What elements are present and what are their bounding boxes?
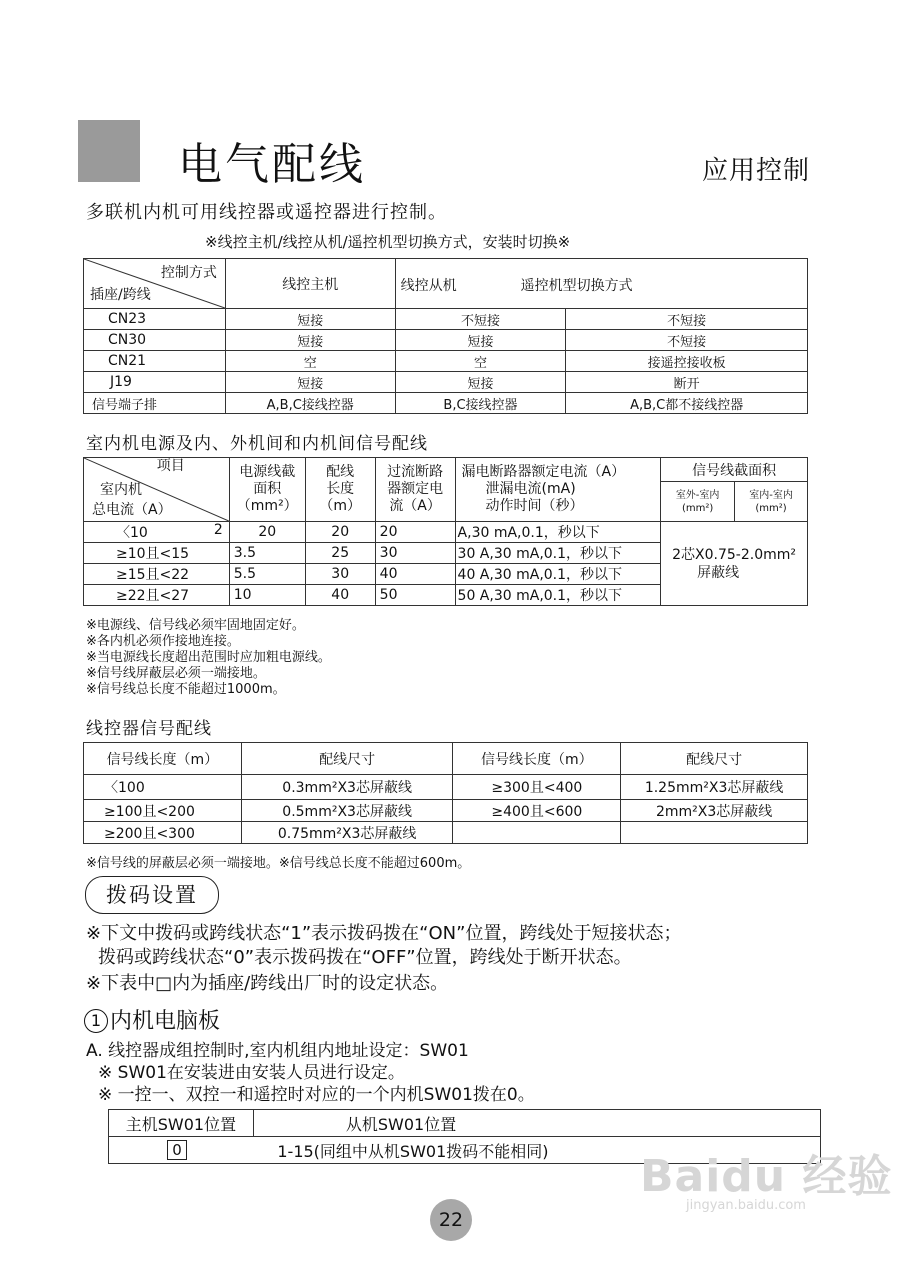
dip-paragraph: 拨码或跨线状态“0”表示拨码拨在“OFF”位置，跨线处于断开状态。 <box>98 947 632 968</box>
table-cell: 30 <box>375 543 455 564</box>
header-line: 泄漏电流(mA) <box>485 481 576 497</box>
col-header-breaker <box>375 458 455 522</box>
range-cell <box>84 522 230 543</box>
board-line: A. 线控器成组控制时,室内机组内地址设定：SW01 <box>86 1041 469 1061</box>
header-line: (mm²) <box>755 502 787 514</box>
table-cell: 3.5 <box>229 543 305 564</box>
row-label: 信号端子排 <box>84 393 226 414</box>
power-table <box>83 457 808 606</box>
table-cell: 短接 <box>225 330 395 351</box>
table-row <box>84 309 808 330</box>
switch-notice: ※线控主机/线控从机/遥控机型切换方式，安装时切换※ <box>205 233 571 251</box>
table-cell: 50 <box>375 585 455 606</box>
table-cell: 不短接 <box>566 309 808 330</box>
col-header-signal-out <box>661 482 735 522</box>
table-cell: 10 <box>229 585 305 606</box>
col-header-signal-in <box>735 482 808 522</box>
table-cell: 不短接 <box>395 309 566 330</box>
table-row <box>84 522 808 543</box>
row-label: CN30 <box>84 330 226 351</box>
page-number: 22 <box>430 1199 472 1241</box>
table-cell: B,C接线控器 <box>395 393 566 414</box>
dip-paragraph: ※下表中□内为插座/跨线出厂时的设定状态。 <box>86 973 449 994</box>
table-row <box>84 372 808 393</box>
control-table-corner <box>84 259 226 309</box>
col-header: 配线尺寸 <box>621 743 808 775</box>
dip-description <box>86 922 681 996</box>
header-line: (mm²) <box>681 502 714 514</box>
header-line: 长度 <box>326 481 355 497</box>
dip-settings-heading: 拨码设置 <box>85 876 219 914</box>
table-cell: 50 A,30 mA,0.1，秒以下 <box>455 585 661 606</box>
note-line: ※信号线总长度不能超过1000m。 <box>86 682 286 697</box>
table-cell: 短接 <box>225 309 395 330</box>
table-row <box>84 351 808 372</box>
wired-section-title: 线控器信号配线 <box>86 719 212 739</box>
col-header-power <box>229 458 305 522</box>
power-notes <box>86 618 331 698</box>
range-text: 〈10 <box>116 525 148 541</box>
wired-table <box>83 742 808 844</box>
col-header-length <box>305 458 375 522</box>
note-line: ※当电源线长度超出范围时应加粗电源线。 <box>86 650 331 665</box>
board-line: ※ SW01在安装进由安装人员进行设定。 <box>98 1063 405 1083</box>
note-line: ※各内机必须作接地连接。 <box>86 634 240 649</box>
corner-bottom-label: 室内机 <box>100 481 142 498</box>
corner-top-label: 控制方式 <box>160 264 217 281</box>
table-cell: 40 A,30 mA,0.1，秒以下 <box>455 564 661 585</box>
table-cell: 短接 <box>395 372 566 393</box>
table-row <box>84 393 808 414</box>
page-title: 电气配线 <box>178 139 366 190</box>
slave-value: 1-15(同组中从机SW01拨码不能相同) <box>253 1137 820 1164</box>
power-table-corner <box>84 458 230 522</box>
row-label: CN21 <box>84 351 226 372</box>
col-header-signal: 信号线截面积 <box>661 458 808 482</box>
table-cell: 20 <box>305 522 375 543</box>
table-cell: 5.5 <box>229 564 305 585</box>
table-cell: 40 <box>305 585 375 606</box>
table-cell: 空 <box>225 351 395 372</box>
master-value-box: 0 <box>167 1140 187 1160</box>
col-header: 配线尺寸 <box>241 743 453 775</box>
header-line: 流（A） <box>389 498 441 514</box>
table-cell: A,B,C接线控器 <box>225 393 395 414</box>
table-cell: 0.5mm²X3芯屏蔽线 <box>241 800 453 822</box>
table-row <box>84 822 808 844</box>
header-line: 动作时间（秒） <box>485 498 584 514</box>
header-line: 电源线截 <box>239 464 296 480</box>
table-cell: 0.75mm²X3芯屏蔽线 <box>241 822 453 844</box>
table-row <box>84 330 808 351</box>
header-line: 室外-室内 <box>675 489 720 501</box>
header-line: 室内-室内 <box>749 489 793 501</box>
table-cell: ≥100且<200 <box>84 800 242 822</box>
col-header: 线控从机 <box>400 278 457 294</box>
header-line: 过流断路 <box>387 464 444 480</box>
header-square <box>78 120 140 182</box>
range-cell: ≥22且<27 <box>84 585 230 606</box>
table-cell: 短接 <box>225 372 395 393</box>
col-header: 信号线长度（m） <box>453 743 621 775</box>
table-cell <box>621 822 808 844</box>
table-cell: 不短接 <box>566 330 808 351</box>
row-label: J19 <box>84 372 226 393</box>
range-extra: 2 <box>213 522 223 538</box>
note-line: ※信号线屏蔽层必须一端接地。 <box>86 666 266 681</box>
header-line: （m） <box>319 498 362 514</box>
col-header: 信号线长度（m） <box>84 743 242 775</box>
watermark-logo: Baidu 经验 <box>640 1151 893 1202</box>
table-cell: 断开 <box>566 372 808 393</box>
col-header: 遥控机型切换方式 <box>520 278 633 294</box>
master-cell <box>109 1137 254 1164</box>
table-cell: 20 <box>375 522 455 543</box>
range-cell: ≥15且<22 <box>84 564 230 585</box>
wired-note: ※信号线的屏蔽层必须一端接地。※信号线总长度不能超过600m。 <box>86 856 471 871</box>
header-line: 漏电断路器额定电流（A） <box>461 464 626 480</box>
table-cell: ≥200且<300 <box>84 822 242 844</box>
table-header-row <box>84 743 808 775</box>
corner-bottom-label: 插座/跨线 <box>90 286 151 303</box>
header-line: 面积 <box>253 481 282 497</box>
intro-text: 多联机内机可用线控器或遥控器进行控制。 <box>86 202 447 223</box>
table-cell: A,B,C都不接线控器 <box>566 393 808 414</box>
table-cell: 空 <box>395 351 566 372</box>
watermark <box>640 1140 892 1213</box>
circled-number: 1 <box>84 1009 108 1033</box>
corner-top-label: 项目 <box>156 457 185 474</box>
header-line: （mm²） <box>236 498 298 514</box>
col-header: 线控主机 <box>225 259 395 309</box>
table-cell <box>453 822 621 844</box>
table-cell: 30 A,30 mA,0.1，秒以下 <box>455 543 661 564</box>
table-cell: A,30 mA,0.1，秒以下 <box>455 522 661 543</box>
table-cell: 25 <box>305 543 375 564</box>
signal-spec-line: 屏蔽线 <box>697 564 740 581</box>
signal-spec-line: 2芯X0.75-2.0mm² <box>672 546 797 563</box>
table-cell: ≥300且<400 <box>453 775 621 800</box>
table-cell: 0.3mm²X3芯屏蔽线 <box>241 775 453 800</box>
board-title: 内机电脑板 <box>110 1009 221 1034</box>
header-line: 器额定电 <box>387 481 444 497</box>
watermark-url: jingyan.baidu.com <box>686 1198 806 1213</box>
row-label: CN23 <box>84 309 226 330</box>
col-header-group <box>395 259 807 309</box>
board-line: ※ 一控一、双控一和遥控时对应的一个内机SW01拨在0。 <box>98 1085 535 1105</box>
table-cell: ≥400且<600 <box>453 800 621 822</box>
col-header: 主机SW01位置 <box>109 1110 254 1137</box>
signal-spec-cell <box>661 522 808 606</box>
table-cell: 30 <box>305 564 375 585</box>
table-cell: 接遥控接收板 <box>566 351 808 372</box>
control-table <box>83 258 808 414</box>
dip-paragraph: ※下文中拨码或跨线状态“1”表示拨码拨在“ON”位置，跨线处于短接状态； <box>86 923 682 944</box>
table-cell: 〈100 <box>84 775 242 800</box>
table-cell: 2mm²X3芯屏蔽线 <box>621 800 808 822</box>
board-heading <box>84 1004 220 1035</box>
table-cell: 1.25mm²X3芯屏蔽线 <box>621 775 808 800</box>
power-section-title: 室内机电源及内、外机间和内机间信号配线 <box>86 434 428 454</box>
header-line: 配线 <box>326 464 355 480</box>
table-cell: 40 <box>375 564 455 585</box>
board-lines <box>86 1040 535 1106</box>
table-cell: 20 <box>229 522 305 543</box>
col-header-leakage <box>455 458 661 522</box>
corner-bottom-label: 总电流（A） <box>92 501 172 518</box>
note-line: ※电源线、信号线必须牢固地固定好。 <box>86 618 305 633</box>
table-header-row <box>109 1110 821 1137</box>
table-cell: 短接 <box>395 330 566 351</box>
page-subtitle: 应用控制 <box>702 156 811 186</box>
table-row <box>84 775 808 800</box>
table-row <box>84 800 808 822</box>
col-header: 从机SW01位置 <box>253 1110 820 1137</box>
range-cell: ≥10且<15 <box>84 543 230 564</box>
